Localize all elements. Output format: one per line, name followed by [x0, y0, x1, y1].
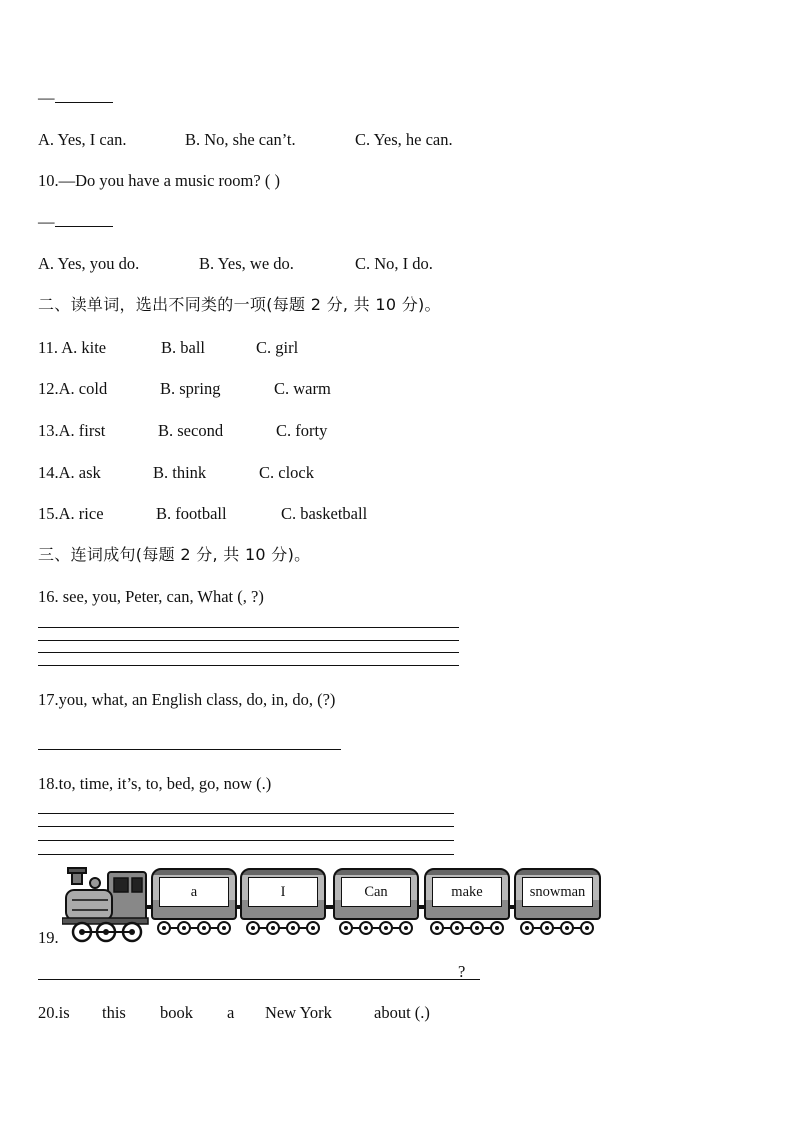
- q11-option-c[interactable]: C. girl: [256, 338, 299, 357]
- q9-answer-dash: —: [38, 88, 55, 107]
- q11-option-b[interactable]: B. ball: [161, 338, 205, 357]
- q20-word-5[interactable]: New York: [265, 1003, 332, 1022]
- wheel: [430, 921, 444, 935]
- q19-label: 19.: [38, 928, 59, 947]
- q16-prompt: 16. see, you, Peter, can, What (, ?): [38, 587, 264, 606]
- train-wagon-5: [514, 868, 601, 926]
- wheel: [217, 921, 231, 935]
- q9-option-a[interactable]: A. Yes, I can.: [38, 130, 127, 149]
- wheel: [580, 921, 594, 935]
- q16-writing-line-4[interactable]: [38, 665, 459, 666]
- q20-word-3[interactable]: book: [160, 1003, 193, 1022]
- train-wagon-4: [424, 868, 510, 926]
- wheel: [470, 921, 484, 935]
- word-card-1[interactable]: a: [159, 877, 229, 907]
- q10-answer-line: [38, 212, 113, 232]
- train-wagon-1: [151, 868, 237, 926]
- q15-option-b[interactable]: B. football: [156, 504, 227, 523]
- wheel: [306, 921, 320, 935]
- word-card-4[interactable]: make: [432, 877, 502, 907]
- q18-writing-line-2[interactable]: [38, 826, 454, 827]
- q10-answer-dash: —: [38, 212, 55, 231]
- wheel: [197, 921, 211, 935]
- q10-option-c[interactable]: C. No, I do.: [355, 254, 433, 273]
- q13-option-c[interactable]: C. forty: [276, 421, 328, 440]
- q11-option-a[interactable]: 11. A. kite: [38, 338, 107, 357]
- wheel: [450, 921, 464, 935]
- q10-option-b[interactable]: B. Yes, we do.: [199, 254, 294, 273]
- wheel: [177, 921, 191, 935]
- q14-option-c[interactable]: C. clock: [259, 463, 314, 482]
- q20-word-6[interactable]: about (.): [374, 1003, 430, 1022]
- q13-option-a[interactable]: 13.A. first: [38, 421, 106, 440]
- wheel: [246, 921, 260, 935]
- q10-option-a[interactable]: A. Yes, you do.: [38, 254, 140, 273]
- q14-option-b[interactable]: B. think: [153, 463, 207, 482]
- q12-option-c[interactable]: C. warm: [274, 379, 331, 398]
- q19-answer-line[interactable]: [38, 979, 480, 980]
- train-wagon-2: [240, 868, 326, 926]
- wheel: [520, 921, 534, 935]
- section2-heading: 二、读单词，选出不同类的一项(每题 2 分, 共 10 分)。: [38, 295, 441, 314]
- wheel: [379, 921, 393, 935]
- q17-prompt: 17.you, what, an English class, do, in, do, (?): [38, 690, 336, 709]
- wheel: [157, 921, 171, 935]
- q20-word-1[interactable]: 20.is: [38, 1003, 70, 1022]
- q13-option-b[interactable]: B. second: [158, 421, 224, 440]
- wheel: [399, 921, 413, 935]
- section3-heading: 三、连词成句(每题 2 分, 共 10 分)。: [38, 545, 311, 564]
- wheel: [490, 921, 504, 935]
- wheel: [286, 921, 300, 935]
- q18-writing-line-3[interactable]: [38, 840, 454, 841]
- q20-word-2[interactable]: this: [102, 1003, 126, 1022]
- wheel: [560, 921, 574, 935]
- word-card-5[interactable]: snowman: [522, 877, 593, 907]
- q12-option-b[interactable]: B. spring: [160, 379, 221, 398]
- wheel: [540, 921, 554, 935]
- word-card-2[interactable]: I: [248, 877, 318, 907]
- q19-question-mark: ?: [458, 962, 466, 981]
- locomotive-icon: [62, 866, 150, 944]
- q10-answer-blank[interactable]: [55, 212, 113, 227]
- q20-word-4[interactable]: a: [227, 1003, 235, 1022]
- q9-answer-blank[interactable]: [55, 88, 113, 103]
- wheel: [266, 921, 280, 935]
- q18-writing-line-1[interactable]: [38, 813, 454, 814]
- q15-option-a[interactable]: 15.A. rice: [38, 504, 104, 523]
- train-wagon-3: [333, 868, 419, 926]
- q10-question: 10.—Do you have a music room? ( ): [38, 171, 280, 190]
- q16-writing-line-3[interactable]: [38, 652, 459, 653]
- word-card-3[interactable]: Can: [341, 877, 411, 907]
- q9-option-b[interactable]: B. No, she can’t.: [185, 130, 296, 149]
- wheel: [359, 921, 373, 935]
- q15-option-c[interactable]: C. basketball: [281, 504, 368, 523]
- q12-option-a[interactable]: 12.A. cold: [38, 379, 108, 398]
- wheel: [339, 921, 353, 935]
- q17-answer-line[interactable]: [38, 749, 341, 750]
- q16-writing-line-2[interactable]: [38, 640, 459, 641]
- q16-writing-line-1[interactable]: [38, 627, 459, 628]
- q9-option-c[interactable]: C. Yes, he can.: [355, 130, 453, 149]
- q18-prompt: 18.to, time, it’s, to, bed, go, now (.): [38, 774, 272, 793]
- q9-answer-line: [38, 88, 113, 108]
- q18-writing-line-4[interactable]: [38, 854, 454, 855]
- q14-option-a[interactable]: 14.A. ask: [38, 463, 101, 482]
